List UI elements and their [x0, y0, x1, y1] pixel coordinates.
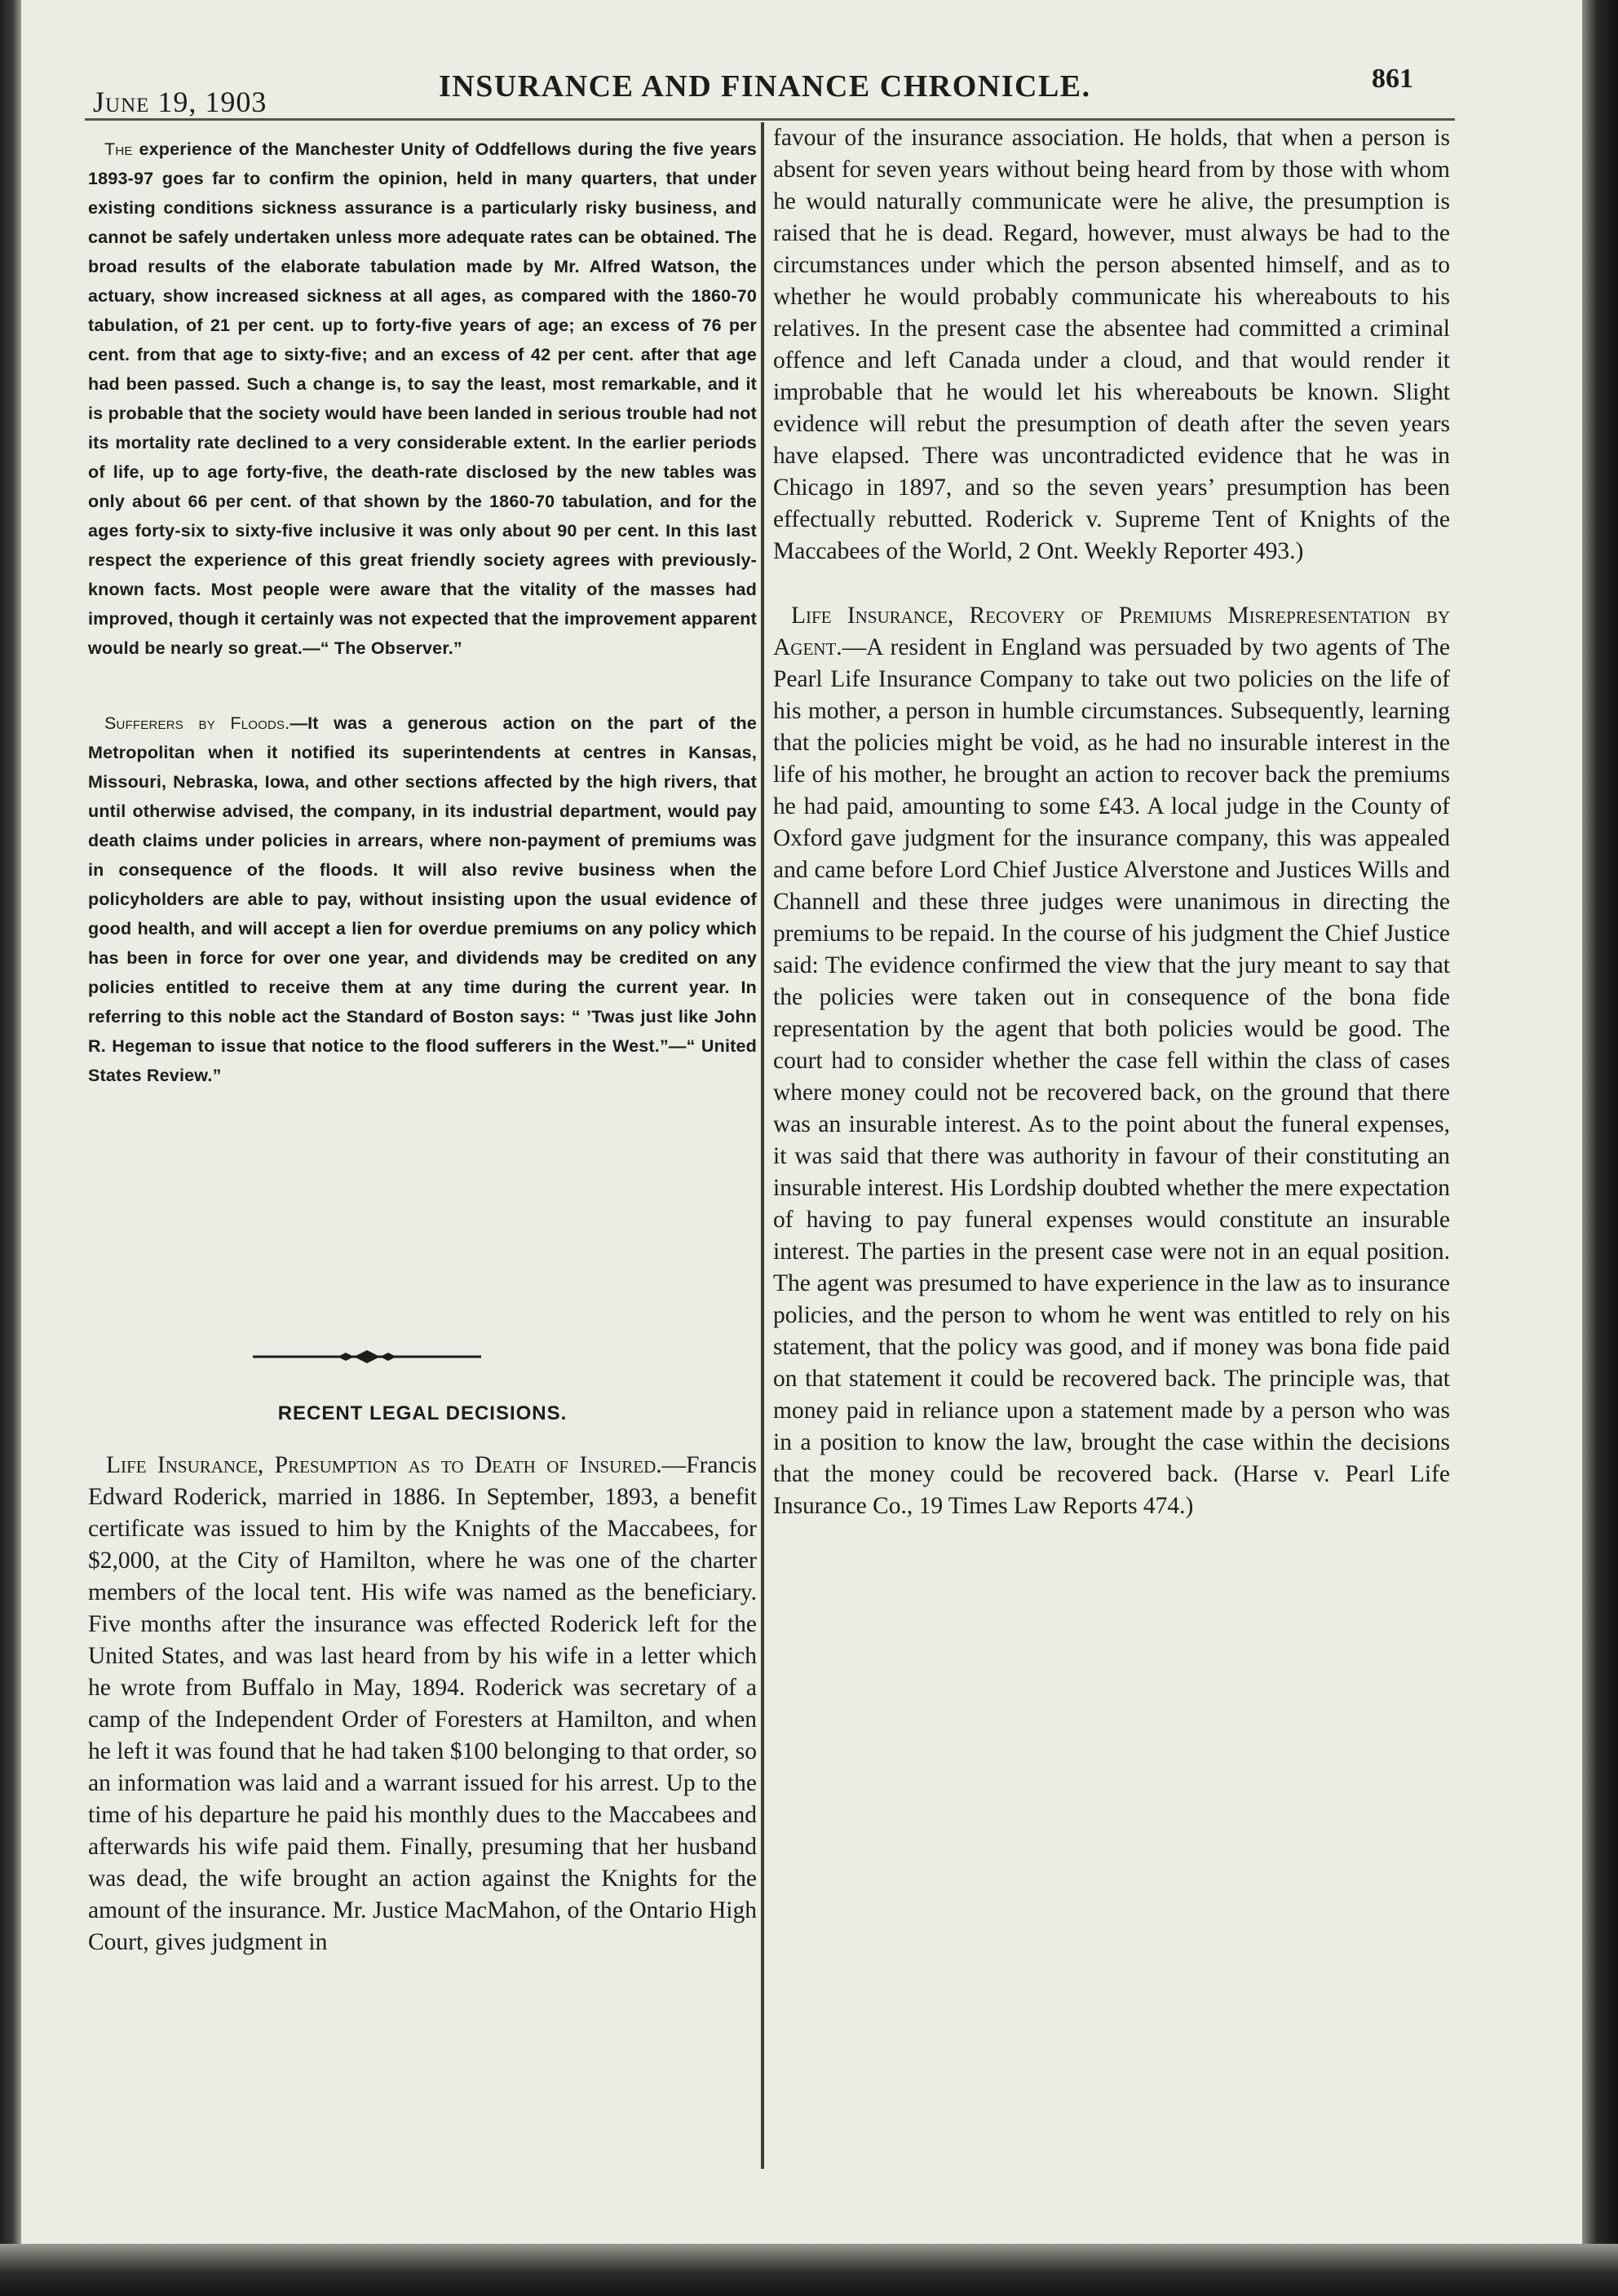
case-heading: Life Insurance, Presumption as to Death of Insured.: [106, 1452, 662, 1478]
article-text: —Francis Edward Roderick, married in 1886. In September, 1893, a benefit certificate was issued to him by the Knights of the Maccabees, for $2,000, at the City of Hamilton, where he was one of the charter members of the local tent. His wife was named as the beneficiary. Five months after the insurance was effected Roderick left for the United States, and was last heard from by his wife in a letter which he wrote from Buffalo in May, 1894. Roderick was secretary of a camp of the Independent Order of Foresters at Hamilton, and when he left it was found that he had taken $100 belonging to that order, so an information was laid and a warrant issued for his arrest. Up to the time of his departure he paid his monthly dues to the Maccabees and afterwards his wife paid them. Finally, presuming that her husband was dead, the wife brought an action against the Knights for the amount of the insurance. Mr. Justice MacMahon, of the Ontario High Court, gives judgment in: [88, 1452, 757, 1955]
article-lead: Sufferers by Floods.: [104, 713, 290, 733]
case-heading: Life Insurance, Recovery of Premiums Misrepresentation by Agent.: [773, 603, 1450, 660]
column-divider: [761, 122, 764, 2169]
page-header: [85, 64, 1536, 121]
issue-date: June 19, 1903: [93, 86, 267, 118]
article-text: experience of the Manchester Unity of Oddfellows during the five years 1893-97 goes far to confirm the opinion, held in many quarters, that under existing conditions sickness assurance is a particularly risky business, and cannot be safely undertaken unless more adequate rates can be obtained. The broad results of the elaborate tabulation made by Mr. Alfred Watson, the actuary, show increased sickness at all ages, as compared with the 1860-70 tabulation, of 21 per cent. up to forty-five years of age; an excess of 76 per cent. from that age to sixty-five; and an excess of 42 per cent. after that age had been passed. Such a change is, to say the least, most remarkable, and it is probable that the society would have been landed in serious trouble had not its mortality rate declined to a very considerable extent. In the earlier periods of life, up to age forty-five, the death-rate disclosed by the new tables was only about 66 per cent. of that shown by the 1860-70 tabulation, and for the ages forty-six to sixty-five inclusive it was only about 90 per cent. In this last respect the experience of this great friendly society agrees with previously-known facts. Most people were aware that the vitality of the masses had improved, though it certainly was not expected that the improvement apparent would be nearly so great.—“ The Observer.”: [88, 139, 757, 658]
article-lead: The: [104, 139, 133, 159]
page-shadow-left: [0, 0, 21, 2296]
article-harse: [773, 600, 1450, 1522]
article-roderick-continued: favour of the insurance association. He holds, that when a person is absent for seven years without being heard from by those with whom he would naturally communicate were he alive, the presumption is raised that he is dead. Regard, however, must always be had to the circumstances under which the person absented himself, and as to whether he would probably communicate his whereabouts to his relatives. In the present case the absentee had committed a criminal offence and left Canada under a cloud, and that would render it improbable that he would let his whereabouts be known. Slight evidence will rebut the presumption of death after the seven years have elapsed. There was uncontradicted evidence that he was in Chicago in 1897, and so the seven years’ presumption has been effectually rebutted. Roderick v. Supreme Tent of Knights of the Maccabees of the World, 2 Ont. Weekly Reporter 493.): [773, 125, 1450, 564]
page-shadow-bottom: [0, 2244, 1618, 2296]
header-rule: [85, 118, 1455, 121]
page-shadow-right: [1582, 0, 1618, 2296]
article-oddfellows: [88, 135, 757, 663]
publication-title: INSURANCE AND FINANCE CHRONICLE.: [439, 69, 1091, 104]
left-column: [88, 135, 757, 1090]
page-number: 861: [1372, 64, 1413, 94]
section-title: RECENT LEGAL DECISIONS.: [277, 1402, 568, 1424]
right-column: [773, 122, 1450, 1522]
section-ornament: [245, 1347, 489, 1367]
article-floods: [88, 709, 757, 1090]
article-roderick: [88, 1450, 757, 1958]
article-text: —It was a generous action on the part of the Metropolitan when it notified its superintendents at centres in Kansas, Missouri, Nebraska, Iowa, and other sections affected by the high rivers, that until otherwise advised, the company, in its industrial department, would pay death claims under policies in arrears, where non-payment of premiums was in consequence of the floods. It will also revive business when the policyholders are able to pay, without insisting upon the usual evidence of good health, and will accept a lien for overdue premiums on any policy which has been in force for over one year, and dividends may be credited on any policies entitled to receive them at any time during the current year. In referring to this noble act the Standard of Boston says: “ ’Twas just like John R. Hegeman to issue that notice to the flood sufferers in the West.”—“ United States Review.”: [88, 713, 757, 1085]
article-text: —A resident in England was persuaded by two agents of The Pearl Life Insurance Company to take out two policies on the life of his mother, a person in humble circumstances. Subsequently, learning that the policies might be void, as he had no insurable interest in the life of his mother, he brought an action to recover back the premiums he had paid, amounting to some £43. A local judge in the County of Oxford gave judgment for the insurance company, this was appealed and came before Lord Chief Justice Alverstone and Justices Wills and Channell and these three judges were unanimous in directing the premiums to be repaid. In the course of his judgment the Chief Justice said: The evidence confirmed the view that the jury meant to say that the policies were taken out in consequence of the bona fide representation by the agent that both policies would be good. The court had to consider whether the case fell within the class of cases where money could not be recovered back, on the ground that there was an insurable interest. As to the point about the funeral expenses, it was said that there was authority in favour of their constituting an insurable interest. His Lordship doubted whether the mere expectation of having to pay funeral expenses would constitute an insurable interest. The parties in the present case were not in an equal position. The agent was presumed to have experience in the law as to insurance policies, and the person to whom he went was entitled to rely on his statement, that the policy was good, and if money was bona fide paid on that statement it could be recovered back. The principle was, that money paid in reliance upon a statement made by a person who was in a position to know the law, brought the case within the decisions that the money could be recovered back. (Harse v. Pearl Life Insurance Co., 19 Times Law Reports 474.): [773, 634, 1450, 1519]
